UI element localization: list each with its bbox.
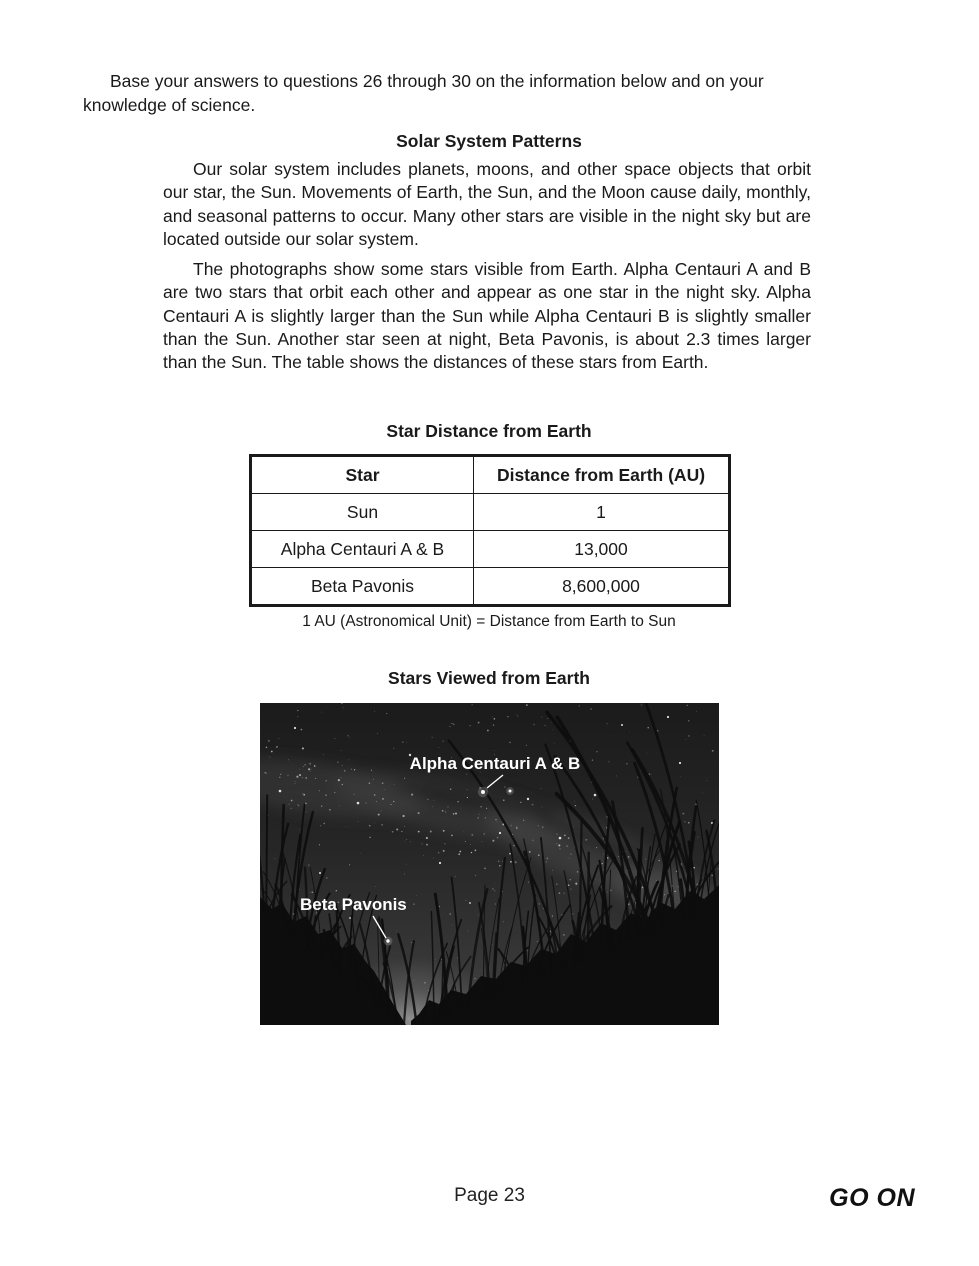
cell-star-name: Sun (251, 494, 474, 531)
go-on-label: GO ON (829, 1184, 915, 1212)
night-sky-photo (260, 703, 719, 1025)
beta-pavonis-label: Beta Pavonis (300, 895, 407, 914)
cell-distance: 8,600,000 (474, 568, 730, 606)
table-row-beta-pavonis (251, 568, 730, 606)
figure-title: Stars Viewed from Earth (388, 668, 590, 688)
table-title: Star Distance from Earth (386, 421, 592, 441)
intro-text: Base your answers to questions 26 through 30 on the information below and on your knowledge of science. (83, 71, 764, 115)
table-header-distance: Distance from Earth (AU) (474, 456, 730, 494)
table-footnote: 1 AU (Astronomical Unit) = Distance from Earth to Sun (302, 613, 676, 630)
table-header-row (251, 456, 730, 494)
passage-paragraph-2: The photographs show some stars visible from Earth. Alpha Centauri A and B are two stars that orbit each other and appear as one star in the night sky. Alpha Centauri A is slightly larger than the Sun while Alpha Centauri B is slightly smaller than the Sun. Another star seen at night, Beta Pavonis, is about 2.3 times larger than the Sun. The table shows the distances of these stars from Earth. (163, 259, 811, 373)
cell-distance: 13,000 (474, 531, 730, 568)
cell-distance: 1 (474, 494, 730, 531)
table-row-sun (251, 494, 730, 531)
cell-star-name: Beta Pavonis (251, 568, 474, 606)
passage-title: Solar System Patterns (396, 131, 582, 151)
page-number: Page 23 (454, 1185, 525, 1206)
alpha-centauri-label: Alpha Centauri A & B (409, 754, 581, 773)
cell-star-name: Alpha Centauri A & B (251, 531, 474, 568)
star-distance-table (249, 454, 731, 607)
table-header-star: Star (251, 456, 474, 494)
passage-paragraph-1: Our solar system includes planets, moons, and other space objects that orbit our star, the Sun. Movements of Earth, the Sun, and the Moon cause daily, monthly, and seasonal patterns to occur. Many other stars are visible in the night sky but are located outside our solar system. (163, 159, 811, 249)
table-row-alpha-centauri (251, 531, 730, 568)
